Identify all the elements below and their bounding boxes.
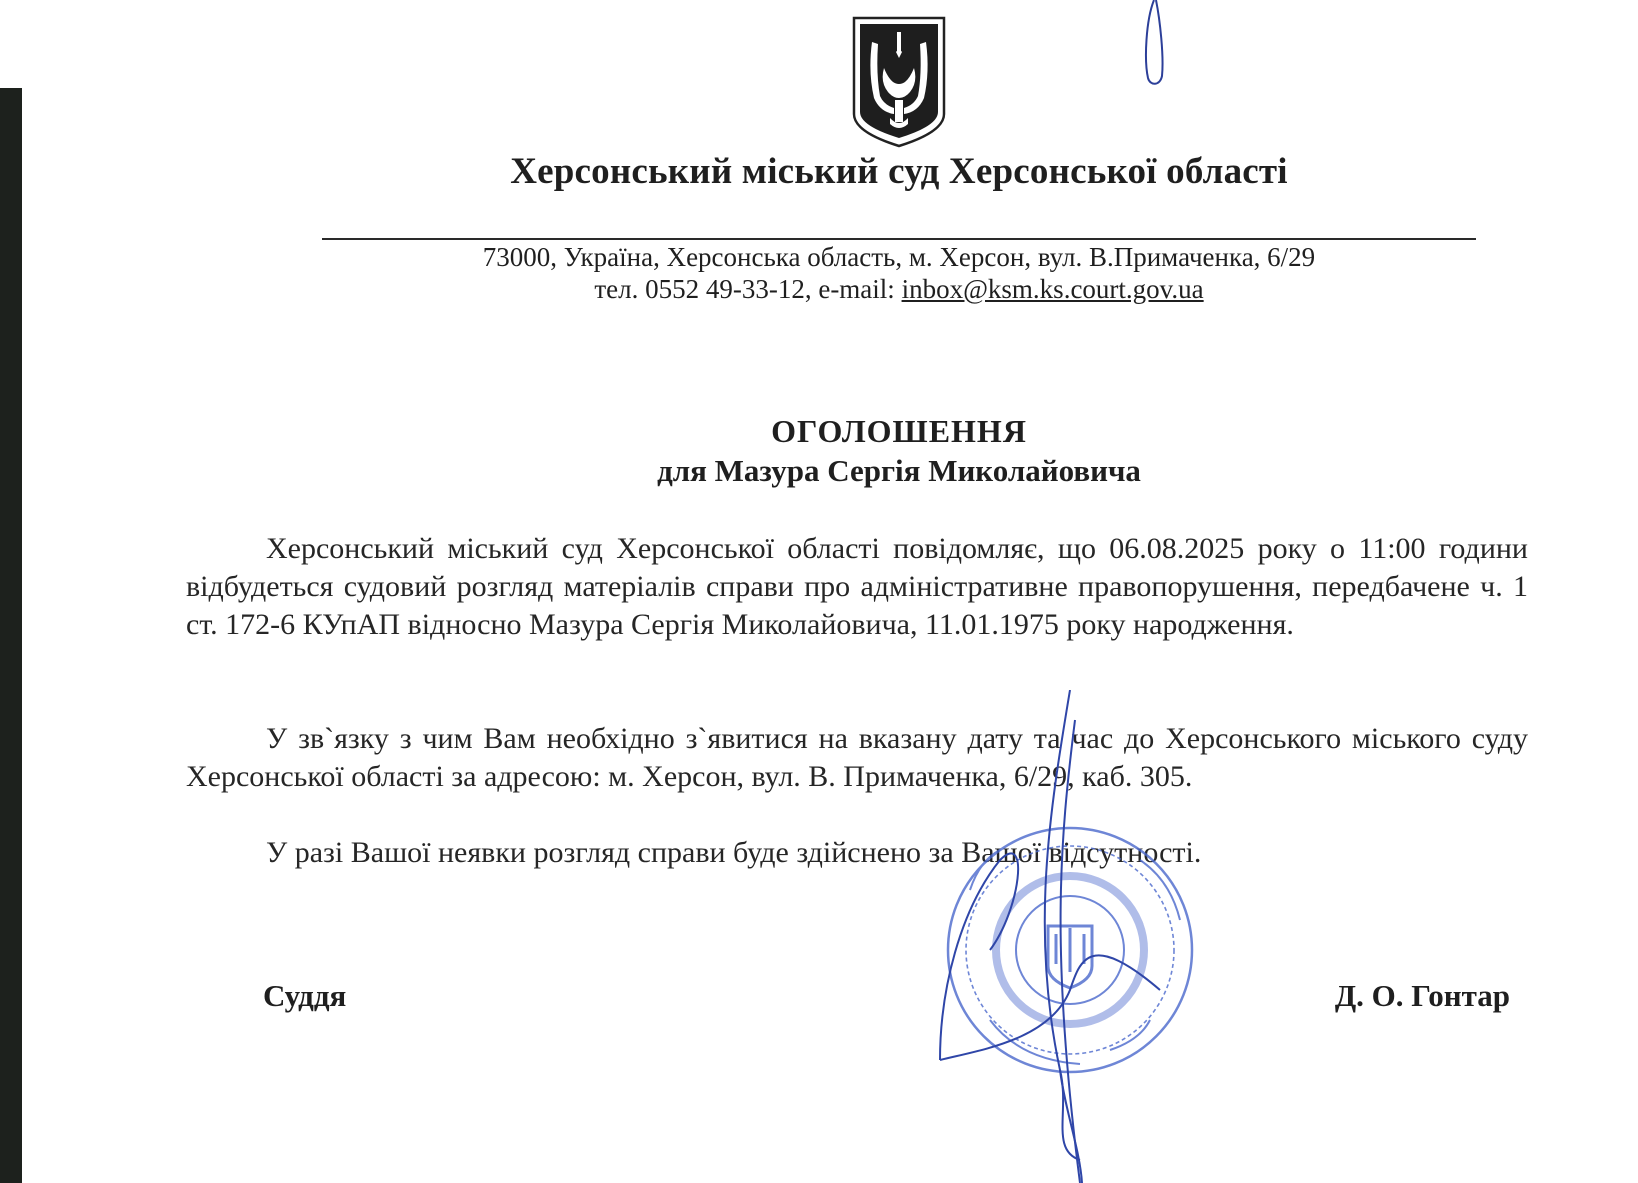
header-divider	[322, 238, 1476, 240]
court-name-heading: Херсонський міський суд Херсонської області	[510, 151, 1288, 192]
court-contacts	[0, 274, 1638, 305]
body-paragraph-absence: У разі Вашої неявки розгляд справи буде здійснено за Вашої відсутності.	[266, 836, 1202, 869]
phone-text: тел. 0552 49-33-12, e-mail:	[594, 274, 902, 304]
body-paragraph-hearing: Херсонський міський суд Херсонської області повідомляє, що 06.08.2025 року о 11:00 години відбудеться судовий розгляд матеріалів справи про адміністративне правопорушення, передбачене ч. 1 ст. 172-6 КУпАП відносно Мазура Сергія Миколайовича, 11.01.1975 року народження.	[186, 532, 1528, 641]
signature-role: Суддя	[263, 978, 347, 1013]
email-link[interactable]: inbox@ksm.ks.court.gov.ua	[901, 274, 1204, 304]
signature-name: Д. О. Гонтар	[1334, 978, 1510, 1013]
body-paragraph-summons: У зв`язку з чим Вам необхідно з`явитися на вказану дату та час до Херсонського міського суду Херсонської області за адресою: м. Херсон, вул. В. Примаченка, 6/29, каб. 305.	[186, 722, 1528, 793]
notice-title: ОГОЛОШЕННЯ	[771, 413, 1027, 449]
coat-of-arms-icon	[850, 14, 948, 150]
notice-addressee: для Мазура Сергія Миколайовича	[657, 453, 1141, 488]
handwritten-mark	[1140, 0, 1168, 86]
court-address: 73000, Україна, Херсонська область, м. Херсон, вул. В.Примаченка, 6/29	[482, 242, 1316, 272]
